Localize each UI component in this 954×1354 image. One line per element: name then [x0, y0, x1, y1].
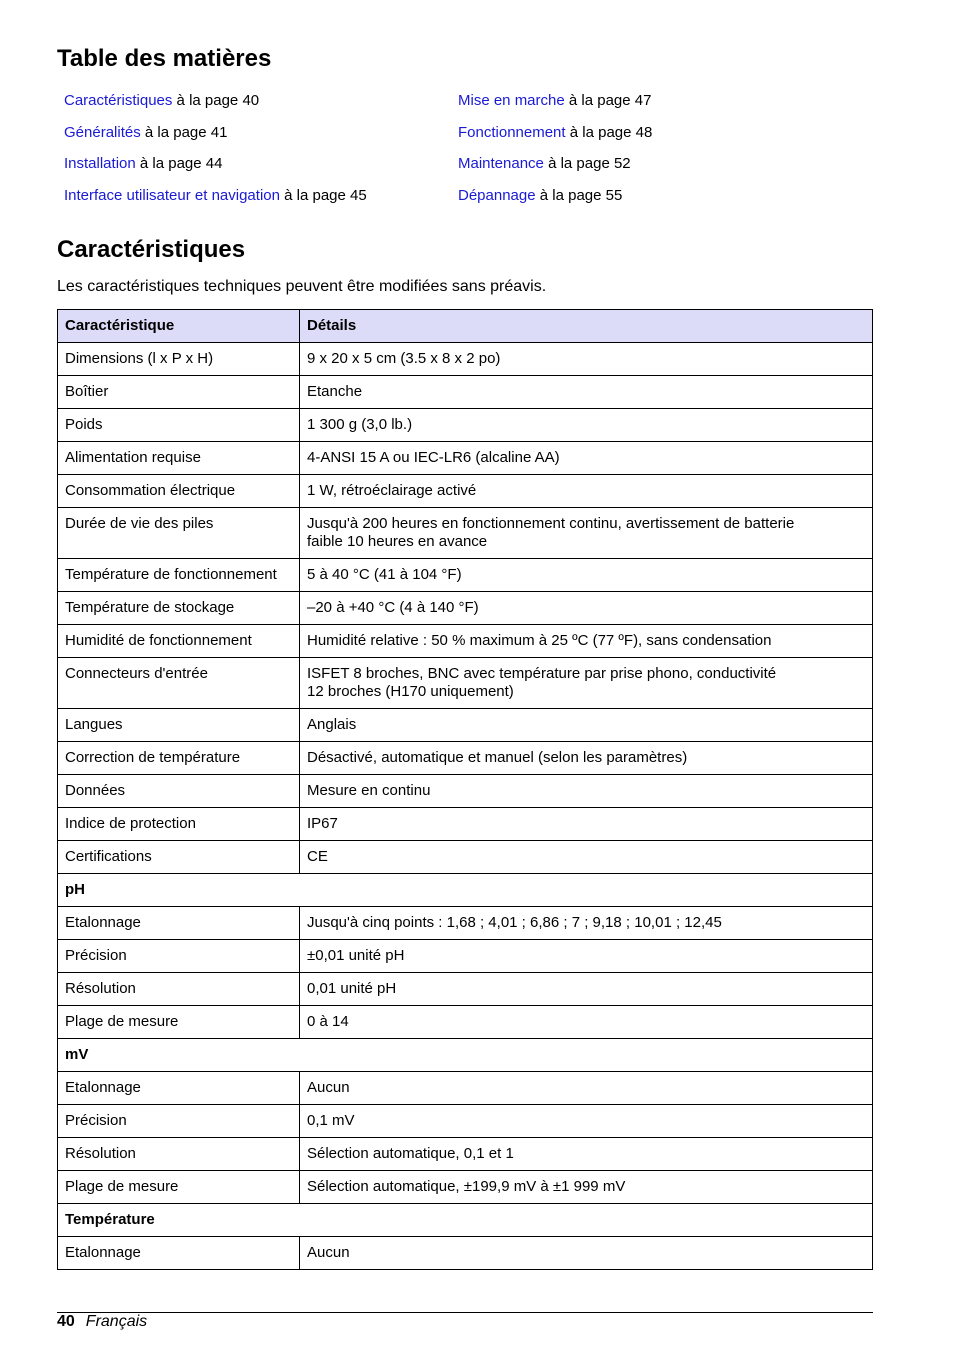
toc-entry — [458, 153, 652, 185]
page-number: 40 — [57, 1313, 75, 1330]
toc-page-ref: à la page 41 — [140, 123, 228, 141]
spec-label: Température de stockage — [58, 592, 300, 625]
spec-value — [300, 442, 873, 475]
spec-label: Plage de mesure — [58, 1006, 300, 1039]
table-row — [58, 475, 873, 508]
table-header-row — [58, 310, 873, 343]
spec-label: Dimensions (l x P x H) — [58, 343, 300, 376]
spec-label: Langues — [58, 709, 300, 742]
spec-label: Résolution — [58, 1138, 300, 1171]
toc-link-maintenance[interactable]: Maintenance — [458, 155, 544, 173]
spec-value — [300, 1237, 873, 1270]
spec-label: Alimentation requise — [58, 442, 300, 475]
spec-value-line: 0,1 mV — [307, 1112, 355, 1129]
toc-page-ref: à la page 40 — [172, 92, 260, 109]
spec-value — [300, 409, 873, 442]
spec-value — [300, 508, 873, 559]
table-row — [58, 841, 873, 874]
toc-entry — [458, 185, 652, 217]
spec-value-line: –20 à +40 °C (4 à 140 °F) — [307, 599, 479, 616]
spec-label: Connecteurs d'entrée — [58, 658, 300, 709]
spec-value-line: 0,01 unité pH — [307, 980, 397, 997]
spec-label: Température de fonctionnement — [58, 559, 300, 592]
spec-label: Etalonnage — [58, 1237, 300, 1270]
spec-value-line: Jusqu'à cinq points : 1,68 ; 4,01 ; 6,86 ; 7 ; 9,18 ; 10,01 ; 12,45 — [307, 914, 722, 931]
spec-value — [300, 1105, 873, 1138]
footer-language: Français — [85, 1313, 148, 1330]
spec-value-line: 9 x 20 x 5 cm (3.5 x 8 x 2 po) — [307, 350, 501, 367]
toc-page-ref: à la page 52 — [543, 155, 631, 173]
spec-value — [300, 343, 873, 376]
table-row — [58, 940, 873, 973]
table-row — [58, 658, 873, 709]
spec-value — [300, 709, 873, 742]
toc-entry — [64, 90, 367, 122]
toc-link-depannage[interactable]: Dépannage — [458, 187, 536, 205]
spec-label: Humidité de fonctionnement — [58, 625, 300, 658]
spec-label: Résolution — [58, 973, 300, 1006]
spec-value-line: Aucun — [307, 1079, 350, 1096]
spec-value — [300, 940, 873, 973]
spec-label: Certifications — [58, 841, 300, 874]
spec-label: Correction de température — [58, 742, 300, 775]
spec-value-line: Sélection automatique, 0,1 et 1 — [307, 1145, 514, 1162]
table-row — [58, 1171, 873, 1204]
spec-label: Etalonnage — [58, 907, 300, 940]
spec-value — [300, 376, 873, 409]
toc-entry — [458, 90, 652, 122]
spec-value — [300, 625, 873, 658]
spec-label: Etalonnage — [58, 1072, 300, 1105]
spec-label: Consommation électrique — [58, 475, 300, 508]
section-title: Température — [58, 1204, 873, 1237]
spec-value — [300, 1138, 873, 1171]
table-row — [58, 973, 873, 1006]
toc-page-ref: à la page 47 — [564, 92, 652, 109]
toc-link-interface[interactable]: Interface utilisateur et navigation — [64, 187, 280, 205]
table-row — [58, 409, 873, 442]
spec-value-line: Anglais — [307, 716, 357, 733]
toc-right-column — [458, 90, 652, 217]
spec-value-line: 4-ANSI 15 A ou IEC-LR6 (alcaline AA) — [307, 449, 560, 466]
spec-value-line: 12 broches (H170 uniquement) — [307, 683, 514, 700]
spec-value-line: faible 10 heures en avance — [307, 533, 488, 550]
toc-entry — [64, 122, 367, 154]
table-row — [58, 442, 873, 475]
footer-rule — [57, 1312, 873, 1313]
spec-label: Plage de mesure — [58, 1171, 300, 1204]
section-title: mV — [58, 1039, 873, 1072]
spec-value-line: 1 300 g (3,0 lb.) — [307, 416, 413, 433]
section-title: pH — [58, 874, 873, 907]
toc-page-ref: à la page 55 — [535, 187, 623, 205]
spec-label: Précision — [58, 940, 300, 973]
header-details: Détails — [300, 310, 873, 343]
spec-value-line: ±0,01 unité pH — [307, 947, 405, 964]
spec-value-line: Désactivé, automatique et manuel (selon les paramètres) — [307, 749, 688, 766]
spec-value — [300, 907, 873, 940]
spec-label: Poids — [58, 409, 300, 442]
spec-value-line: CE — [307, 848, 328, 865]
toc-link-caracteristiques[interactable]: Caractéristiques — [64, 92, 173, 109]
toc-heading: Table des matières — [57, 45, 272, 72]
header-characteristic: Caractéristique — [58, 310, 300, 343]
table-row — [58, 808, 873, 841]
toc-page-ref: à la page 48 — [565, 123, 653, 141]
table-row — [58, 907, 873, 940]
toc-link-installation[interactable]: Installation — [64, 155, 136, 173]
toc-link-mise-en-marche[interactable]: Mise en marche — [458, 92, 565, 109]
spec-value — [300, 808, 873, 841]
toc-entry — [458, 122, 652, 154]
spec-value-line: 1 W, rétroéclairage activé — [307, 482, 477, 499]
spec-value — [300, 775, 873, 808]
table-row — [58, 742, 873, 775]
table-row — [58, 508, 873, 559]
specs-table-body — [58, 343, 873, 1270]
toc-page-ref: à la page 44 — [135, 155, 223, 173]
spec-value — [300, 475, 873, 508]
table-row — [58, 559, 873, 592]
table-row — [58, 1072, 873, 1105]
table-row — [58, 1006, 873, 1039]
toc-link-generalites[interactable]: Généralités — [64, 123, 141, 141]
specs-table — [57, 309, 873, 1270]
spec-value-line: Aucun — [307, 1244, 350, 1261]
table-row — [58, 592, 873, 625]
spec-label: Précision — [58, 1105, 300, 1138]
table-row — [58, 1138, 873, 1171]
spec-value-line: Jusqu'à 200 heures en fonctionnement continu, avertissement de batterie — [307, 515, 795, 532]
table-row — [58, 1105, 873, 1138]
spec-value-line: 0 à 14 — [307, 1013, 349, 1030]
toc-page-ref: à la page 45 — [279, 187, 367, 205]
spec-label: Indice de protection — [58, 808, 300, 841]
spec-value — [300, 592, 873, 625]
spec-value — [300, 1072, 873, 1105]
spec-value — [300, 658, 873, 709]
spec-value-line: ISFET 8 broches, BNC avec température par prise phono, conductivité — [307, 665, 777, 682]
spec-value — [300, 1006, 873, 1039]
table-row — [58, 709, 873, 742]
spec-value-line: 5 à 40 °C (41 à 104 °F) — [307, 566, 462, 583]
spec-label: Durée de vie des piles — [58, 508, 300, 559]
table-row — [58, 343, 873, 376]
toc-entry — [64, 153, 367, 185]
table-row — [58, 625, 873, 658]
spec-value — [300, 973, 873, 1006]
table-row — [58, 376, 873, 409]
specs-heading: Caractéristiques — [57, 236, 246, 263]
page-footer — [57, 1312, 147, 1332]
spec-value-line: Sélection automatique, ±199,9 mV à ±1 999 mV — [307, 1178, 626, 1195]
section-row — [58, 1039, 873, 1072]
toc-link-fonctionnement[interactable]: Fonctionnement — [458, 123, 566, 141]
spec-value — [300, 1171, 873, 1204]
spec-value-line: Etanche — [307, 383, 363, 400]
spec-value — [300, 841, 873, 874]
spec-value-line: Mesure en continu — [307, 782, 431, 799]
spec-value — [300, 559, 873, 592]
toc-entry — [64, 185, 367, 217]
spec-value-line: Humidité relative : 50 % maximum à 25 ºC (77 ºF), sans condensation — [307, 632, 772, 649]
spec-label: Boîtier — [58, 376, 300, 409]
specs-intro: Les caractéristiques techniques peuvent être modifiées sans préavis. — [57, 278, 547, 295]
section-row — [58, 1204, 873, 1237]
table-row — [58, 775, 873, 808]
spec-value — [300, 742, 873, 775]
table-row — [58, 1237, 873, 1270]
spec-label: Données — [58, 775, 300, 808]
toc-left-column — [64, 90, 367, 217]
section-row — [58, 874, 873, 907]
spec-value-line: IP67 — [307, 815, 338, 832]
